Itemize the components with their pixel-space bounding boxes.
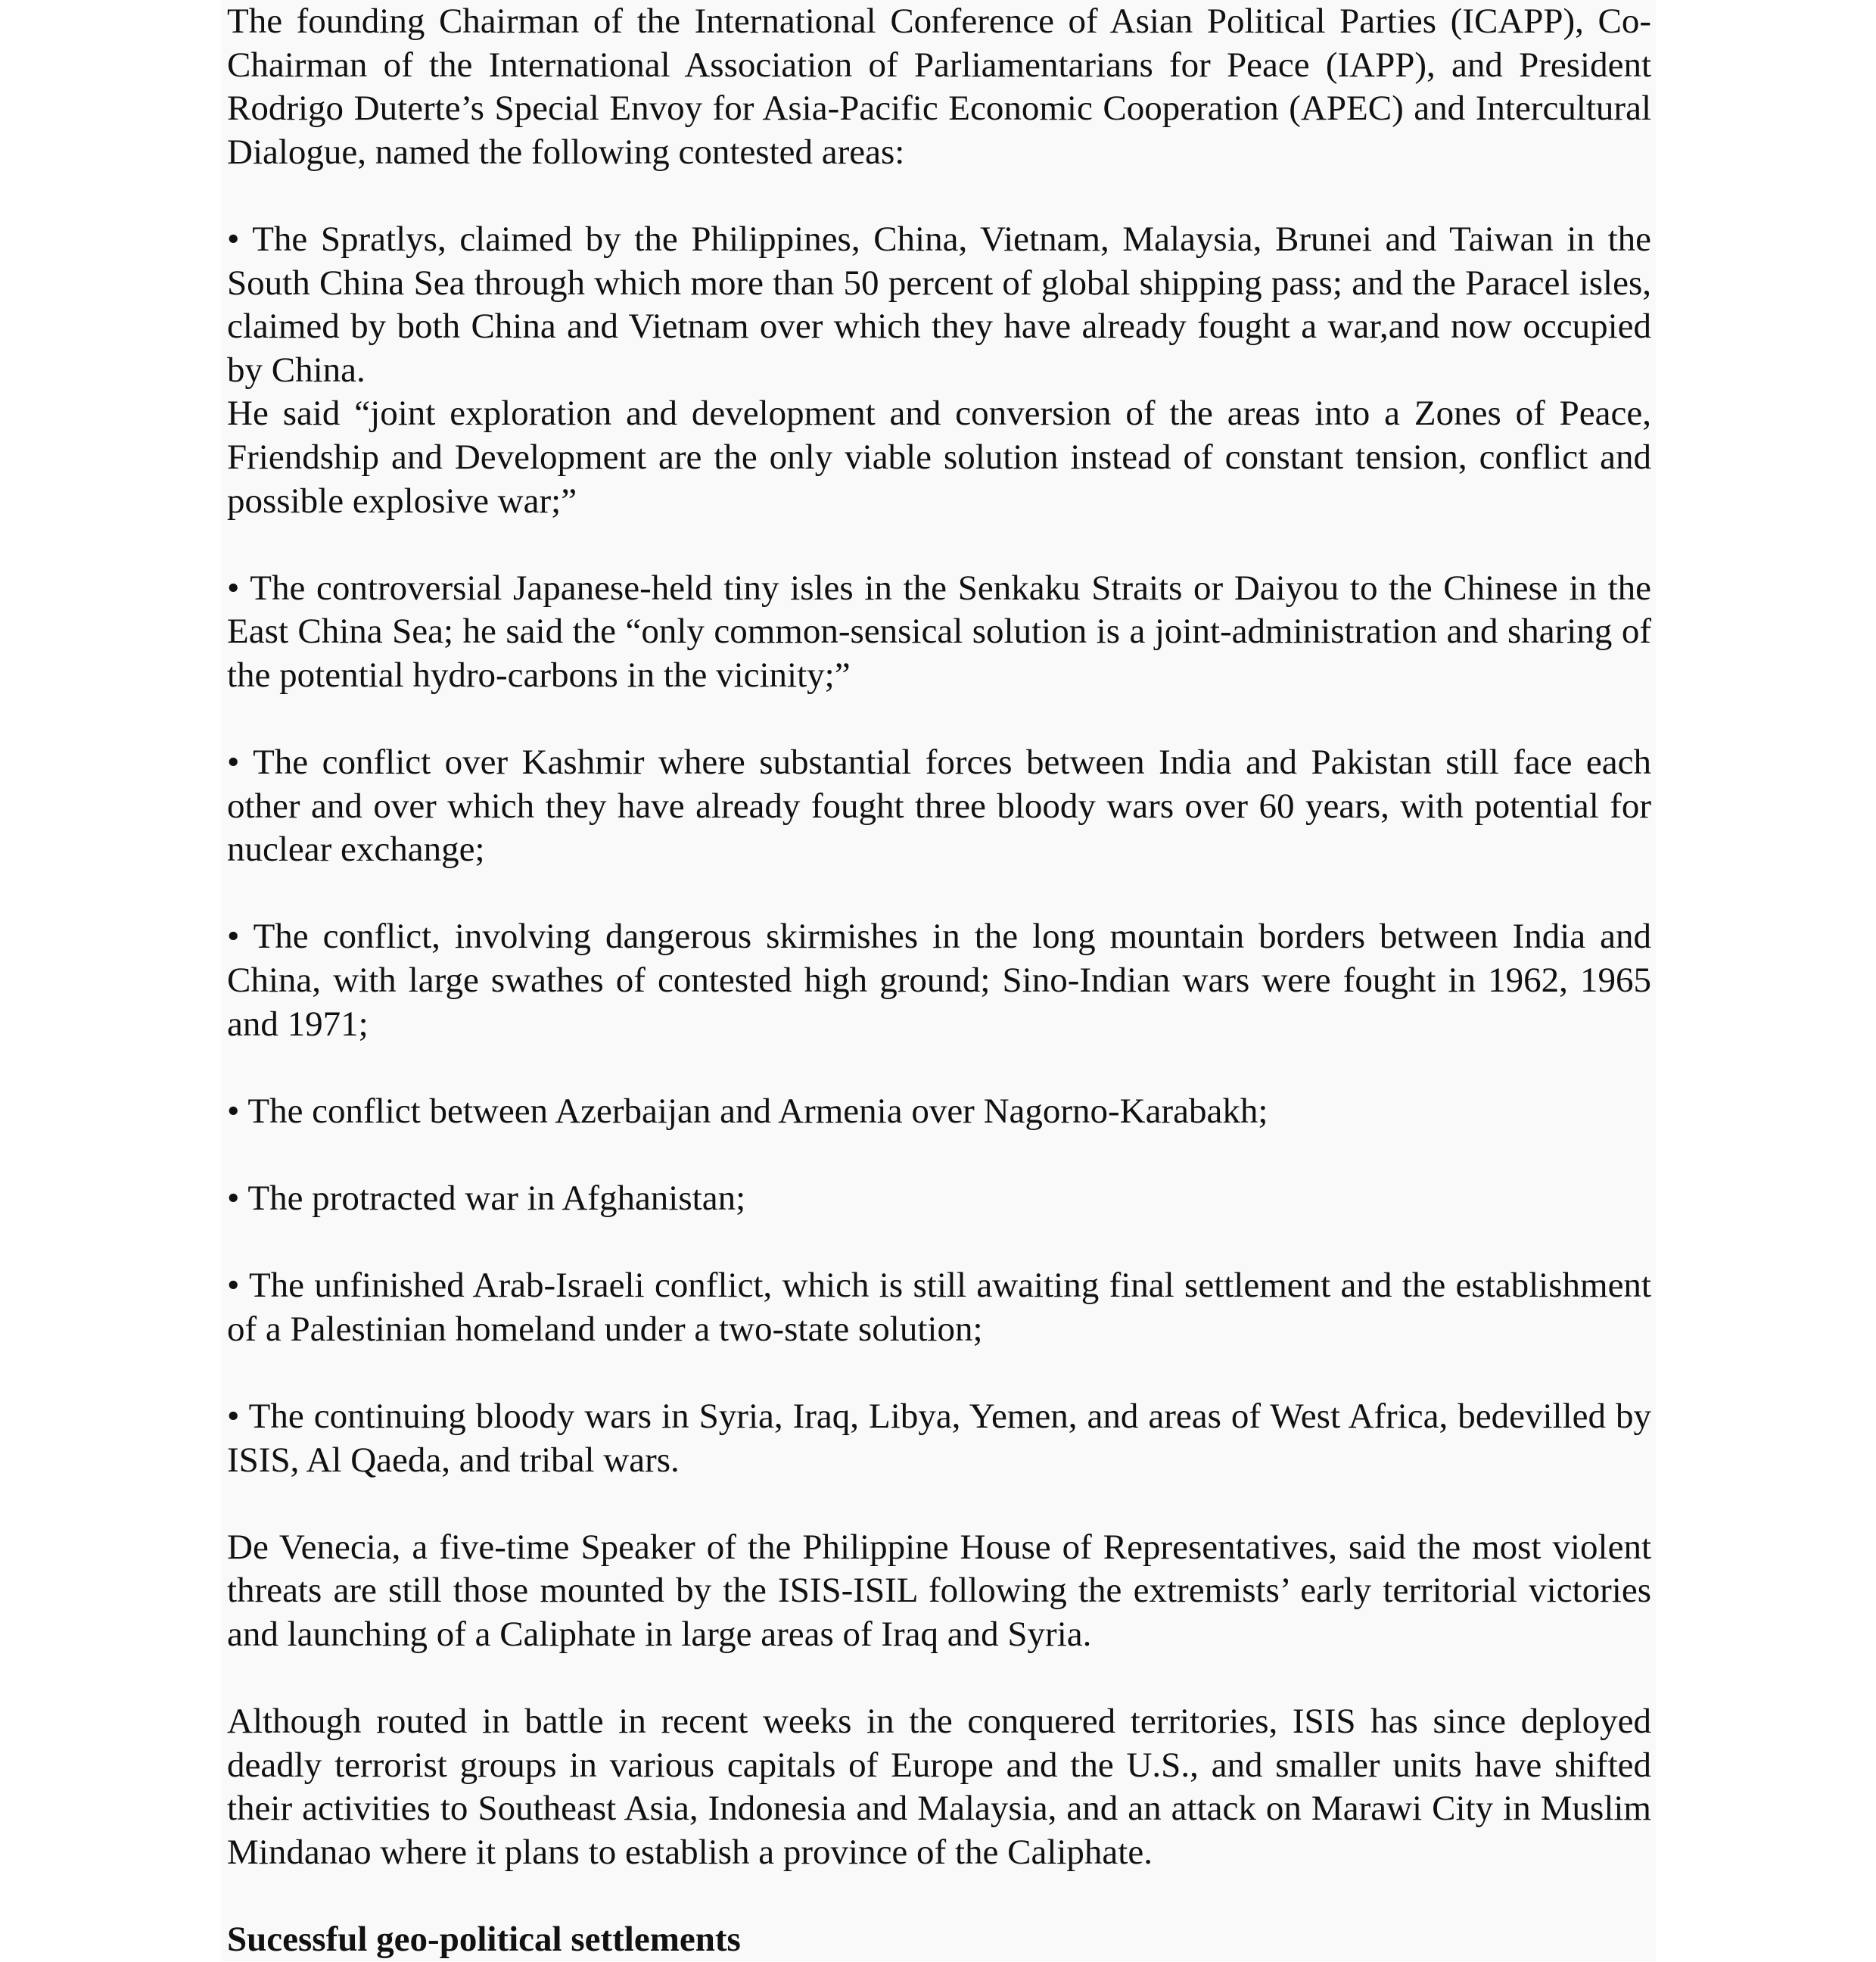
bullet-spratlys: • The Spratlys, claimed by the Philippines, China, Vietnam, Malaysia, Brunei and Taiwan in the South China Sea through which more than 50 percent of global shipping pass; and the Paracel isles, claimed by both China and Vietnam over which they have already fought a war,and now occupied by China. — [227, 219, 1651, 390]
bullet-senkaku: • The controversial Japanese-held tiny isles in the Senkaku Straits or Daiyou to the Chinese in the East China Sea; he said the “only common-sensical solution is a joint-administration and sharing of the potential hydro-carbons in the vicinity;” — [227, 568, 1651, 695]
paragraph-isis: Although routed in battle in recent weeks in the conquered territories, ISIS has since deployed deadly terrorist groups in various capitals of Europe and the U.S., and smaller units have shifted their activities to Southeast Asia, Indonesia and Malaysia, and an attack on Marawi City in Muslim Mindanao where it plans to establish a province of the Caliphate. — [227, 1702, 1651, 1872]
document-body — [227, 0, 1651, 1962]
paragraph-de-venecia: De Venecia, a five-time Speaker of the Philippine House of Representatives, said the most violent threats are still those mounted by the ISIS-ISIL following the extremists’ early territorial victories and launching of a Caliphate in large areas of Iraq and Syria. — [227, 1527, 1651, 1654]
bullet-afghanistan: • The protracted war in Afghanistan; — [227, 1179, 746, 1219]
document-page — [221, 0, 1656, 1961]
bullet-karabakh: • The conflict between Azerbaijan and Armenia over Nagorno-Karabakh; — [227, 1091, 1268, 1131]
bullet-india-china: • The conflict, involving dangerous skirmishes in the long mountain borders between India and China, with large swathes of contested high ground; Sino-Indian wars were fought in 1962, 1965 and 1971; — [227, 917, 1651, 1044]
bullet-kashmir: • The conflict over Kashmir where substantial forces between India and Pakistan still face each other and over which they have already fought three bloody wars over 60 years, with potential for nuclear exchange; — [227, 743, 1651, 870]
quote-spratlys: He said “joint exploration and development and conversion of the areas into a Zones of Peace, Friendship and Development are the only viable solution instead of constant tension, conflict and possible explosive war;” — [227, 394, 1651, 521]
bullet-arab-israeli: • The unfinished Arab-Israeli conflict, which is still awaiting final settlement and the establishment of a Palestinian homeland under a two-state solution; — [227, 1266, 1651, 1349]
section-heading: Sucessful geo-political settlements — [227, 1920, 741, 1960]
intro-paragraph: The founding Chairman of the International Conference of Asian Political Parties (ICAPP), Co-Chairman of the International Association of Parliamentarians for Peace (IAPP), and President Rodrigo Duterte’s Special Envoy for Asia-Pacific Economic Cooperation (APEC) and Intercultural Dialogue, named the following contested areas: — [227, 2, 1651, 172]
bullet-wars: • The continuing bloody wars in Syria, Iraq, Libya, Yemen, and areas of West Africa, bedevilled by ISIS, Al Qaeda, and tribal wars. — [227, 1397, 1651, 1480]
